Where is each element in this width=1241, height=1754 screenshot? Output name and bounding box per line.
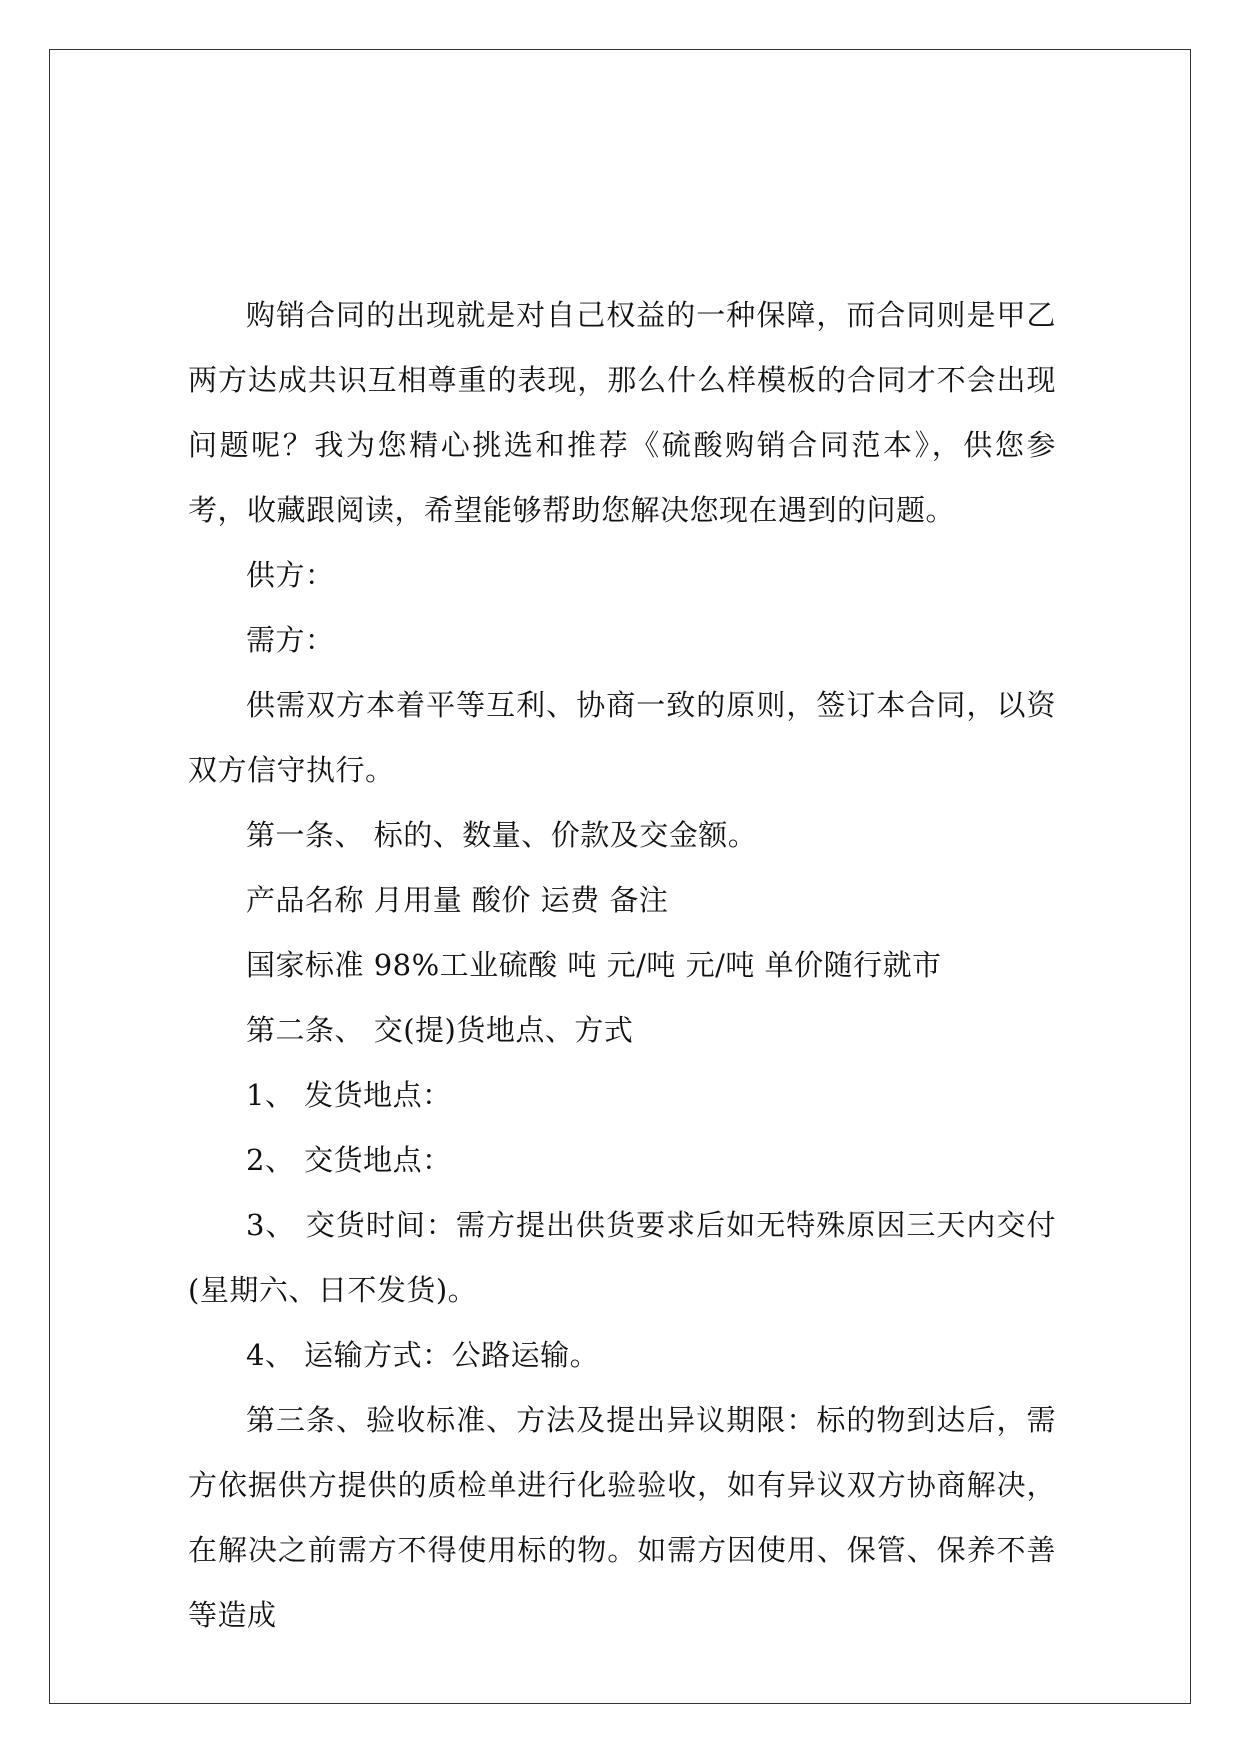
document-body [188,283,1056,1648]
article-2-heading: 第二条、 交(提)货地点、方式 [246,1013,634,1047]
product-table-row: 国家标准 98%工业硫酸 吨 元/吨 元/吨 单价随行就市 [246,948,942,982]
transport-method: 4、 运输方式：公路运输。 [246,1338,600,1372]
buyer-line: 需方： [246,623,335,657]
delivery-time: 3、 交货时间：需方提出供货要求后如无特殊原因三天内交付(星期六、日不发货)。 [188,1208,1056,1307]
article-1-heading: 第一条、 标的、数量、价款及交金额。 [246,818,758,852]
supplier-line: 供方： [246,558,335,592]
shipping-location: 1、 发货地点： [246,1078,452,1112]
delivery-location: 2、 交货地点： [246,1143,452,1177]
intro-paragraph: 购销合同的出现就是对自己权益的一种保障，而合同则是甲乙两方达成共识互相尊重的表现，那么什么样模板的合同才不会出现问题呢？我为您精心挑选和推荐《硫酸购销合同范本》，供您参考，收藏跟阅读，希望能够帮助您解决您现在遇到的问题。 [188,298,1056,527]
agreement-paragraph: 供需双方本着平等互利、协商一致的原则，签订本合同，以资双方信守执行。 [188,688,1056,787]
article-3-paragraph: 第三条、验收标准、方法及提出异议期限：标的物到达后，需方依据供方提供的质检单进行化验验收，如有异议双方协商解决，在解决之前需方不得使用标的物。如需方因使用、保管、保养不善等造成 [188,1403,1056,1632]
product-table-header: 产品名称 月用量 酸价 运费 备注 [246,883,669,917]
